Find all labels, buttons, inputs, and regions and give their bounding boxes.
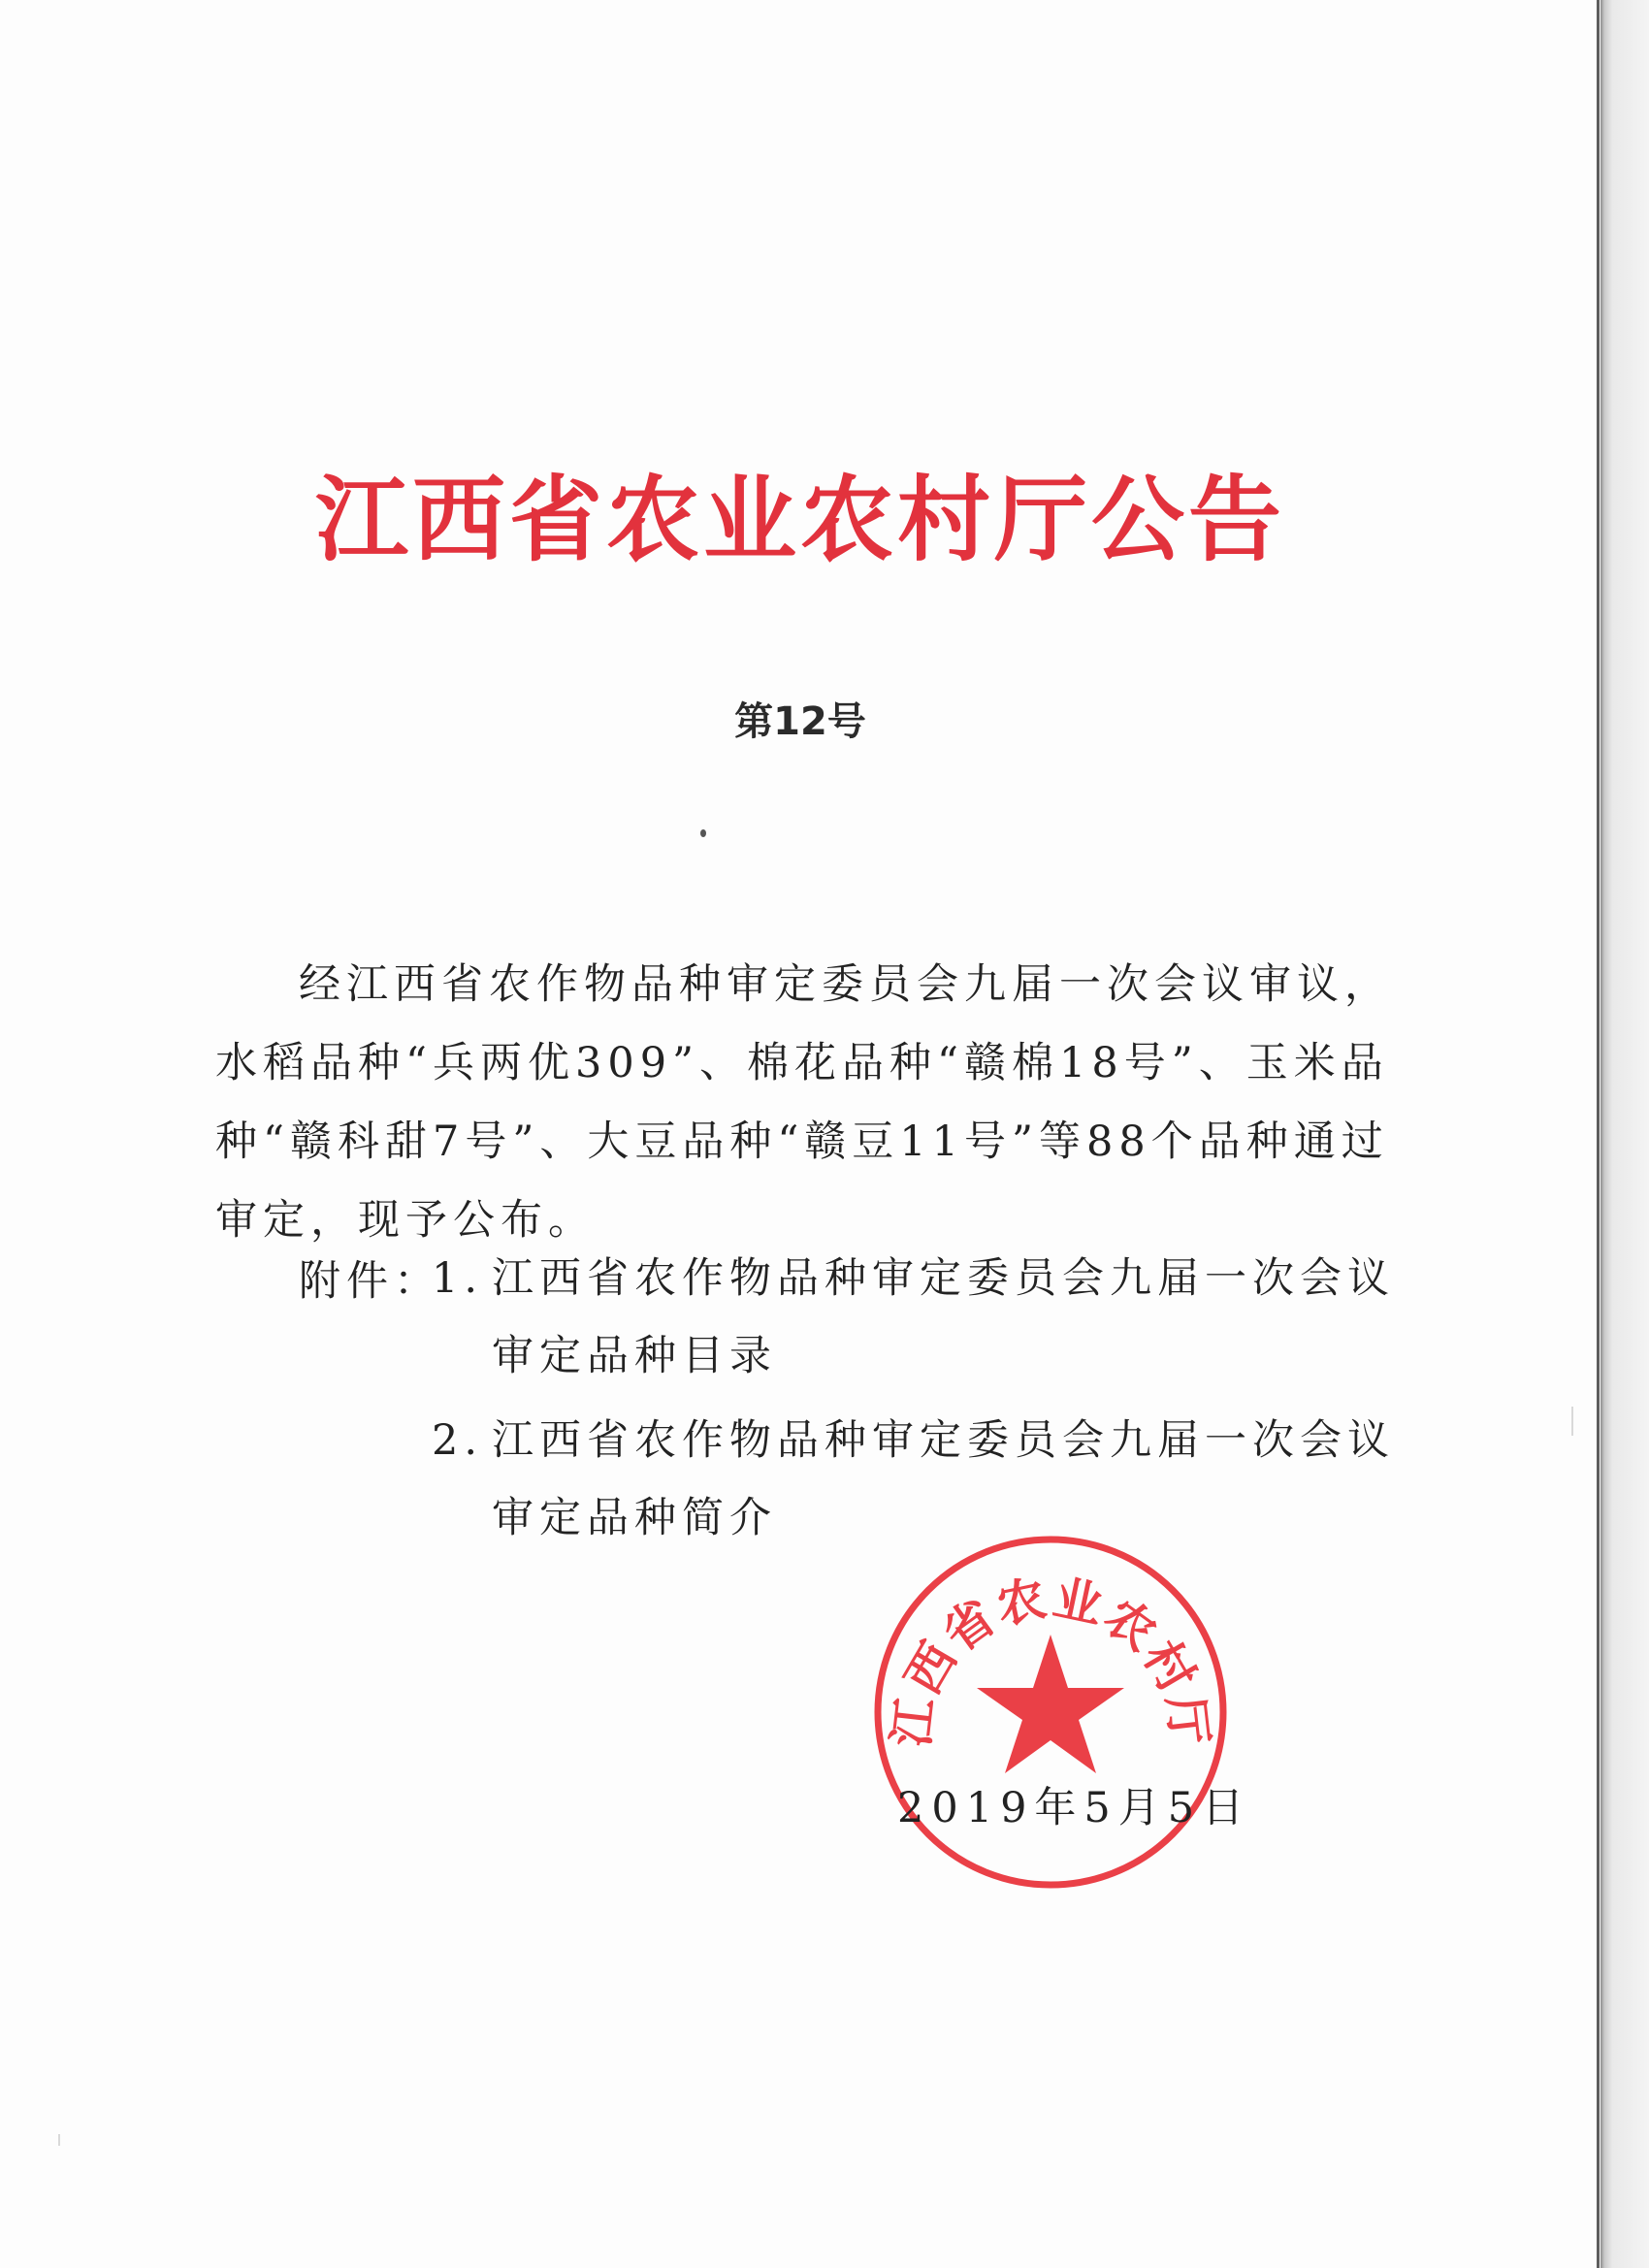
attachments-label: 附件：	[299, 1257, 441, 1306]
announcement-body: 经江西省农作物品种审定委员会九届一次会议审议，水稻品种“兵两优309”、棉花品种“赣棉18号”、玉米品种“赣科甜7号”、大豆品种“赣豆11号”等88个品种通过审定，现予公布。	[215, 960, 1392, 1245]
attachment-number: 2.	[432, 1416, 484, 1465]
attachment-text: 江西省农作物品种审定委员会九届一次会议审定品种目录	[492, 1254, 1395, 1380]
star-icon	[977, 1635, 1124, 1773]
scan-shadow	[1600, 0, 1649, 2268]
issue-date: 2019年5月5日	[897, 1784, 1252, 1832]
page-edge	[1597, 0, 1600, 2268]
official-seal	[871, 1533, 1230, 1892]
attachment-text: 江西省农作物品种审定委员会九届一次会议审定品种简介	[492, 1416, 1395, 1542]
svg-text:江西省农业农村厅: 江西省农业农村厅	[882, 1568, 1219, 1750]
scan-mark	[1571, 1407, 1573, 1436]
scan-speck	[700, 829, 706, 837]
attachment-number: 1.	[432, 1254, 484, 1303]
attachment-item-1	[432, 1240, 1411, 1395]
document-number: 第12号	[734, 699, 866, 744]
page-title: 江西省农业农村厅公告	[315, 465, 1285, 574]
scan-mark	[58, 2134, 60, 2146]
